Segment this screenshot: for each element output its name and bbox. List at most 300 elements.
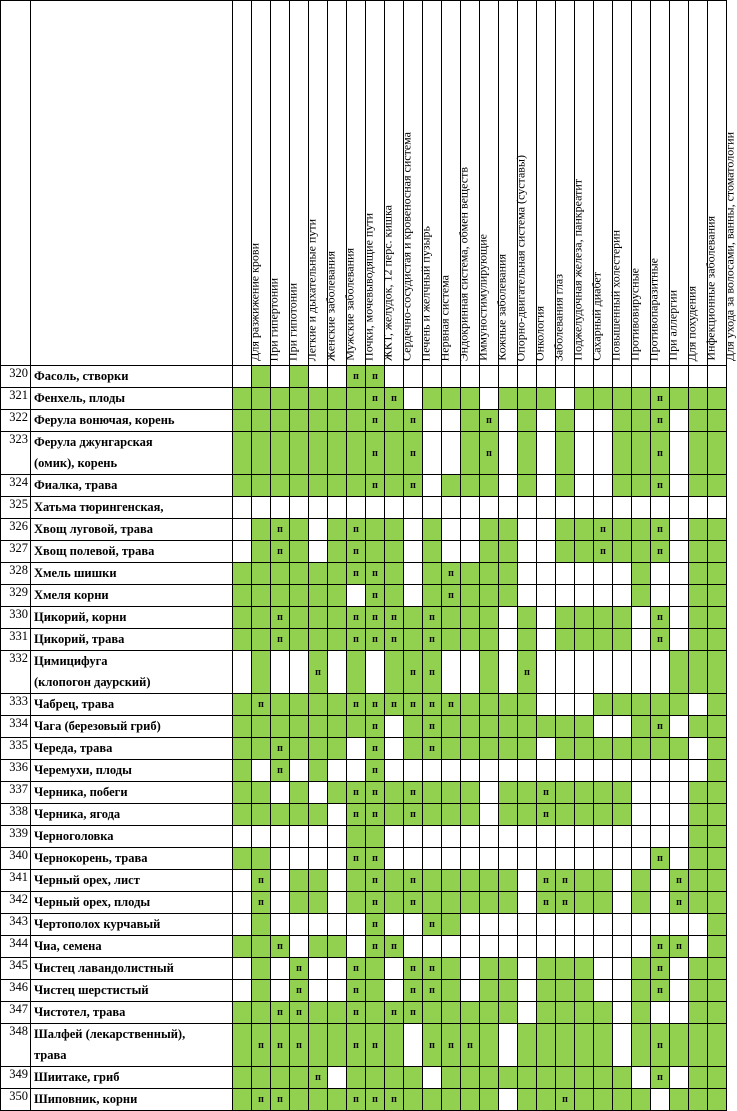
empty-cell xyxy=(480,388,499,410)
herb-name-line: Цимицифуга xyxy=(34,654,108,668)
empty-cell xyxy=(499,410,518,432)
applicable-cell xyxy=(271,694,290,716)
applicable-cell xyxy=(347,716,366,738)
marked-cell: п xyxy=(537,892,556,914)
applicable-cell xyxy=(708,694,727,716)
empty-cell xyxy=(651,804,670,826)
applicable-cell xyxy=(689,410,708,432)
empty-cell xyxy=(328,914,347,936)
herb-name-line: Чернокорень, трава xyxy=(34,851,148,865)
applicable-cell xyxy=(252,1002,271,1024)
applicable-cell xyxy=(385,585,404,607)
applicable-cell xyxy=(442,782,461,804)
applicable-cell xyxy=(252,1067,271,1089)
herb-name-line: Хмеля корни xyxy=(34,588,109,602)
empty-cell xyxy=(252,760,271,782)
empty-cell xyxy=(252,497,271,519)
empty-cell xyxy=(423,432,442,475)
empty-cell xyxy=(347,497,366,519)
marked-cell: п xyxy=(366,738,385,760)
empty-cell xyxy=(632,914,651,936)
table-row xyxy=(1,782,727,804)
applicable-cell xyxy=(252,958,271,980)
applicable-cell xyxy=(632,519,651,541)
empty-cell xyxy=(651,892,670,914)
marked-cell: п xyxy=(252,694,271,716)
empty-cell xyxy=(613,958,632,980)
empty-cell xyxy=(575,936,594,958)
marked-cell: п xyxy=(423,738,442,760)
applicable-cell xyxy=(290,432,309,475)
marked-cell: п xyxy=(271,1089,290,1111)
marked-cell: п xyxy=(271,738,290,760)
empty-cell xyxy=(613,585,632,607)
empty-cell xyxy=(670,519,689,541)
applicable-cell xyxy=(689,1089,708,1111)
empty-cell xyxy=(499,629,518,651)
column-header-label: Кожные заболевания xyxy=(494,254,509,361)
marked-cell: п xyxy=(271,629,290,651)
applicable-cell xyxy=(480,541,499,563)
column-header-label: Почки, мочевыводящие пути xyxy=(361,213,376,361)
empty-cell xyxy=(480,782,499,804)
marked-cell: п xyxy=(385,1002,404,1024)
applicable-cell xyxy=(309,870,328,892)
applicable-cell xyxy=(708,936,727,958)
applicable-cell xyxy=(290,804,309,826)
applicable-cell xyxy=(575,716,594,738)
empty-cell xyxy=(613,848,632,870)
empty-cell xyxy=(670,366,689,388)
applicable-cell xyxy=(423,388,442,410)
empty-cell xyxy=(461,936,480,958)
applicable-cell xyxy=(480,870,499,892)
column-header-label: Сердечно-сосудистая и кровеносная система xyxy=(399,131,414,361)
applicable-cell xyxy=(689,958,708,980)
empty-cell xyxy=(233,541,252,563)
applicable-cell xyxy=(556,980,575,1002)
marked-cell: п xyxy=(423,607,442,629)
marked-cell: п xyxy=(252,1024,271,1067)
column-header xyxy=(594,1,623,366)
applicable-cell xyxy=(347,388,366,410)
applicable-cell xyxy=(328,607,347,629)
table-row xyxy=(1,1067,727,1089)
marked-cell: п xyxy=(366,563,385,585)
applicable-cell xyxy=(442,892,461,914)
marked-cell: п xyxy=(404,1002,423,1024)
marked-cell: п xyxy=(404,694,423,716)
column-header xyxy=(689,1,718,366)
applicable-cell xyxy=(309,694,328,716)
applicable-cell xyxy=(442,1067,461,1089)
applicable-cell xyxy=(499,1002,518,1024)
marked-cell: п xyxy=(366,629,385,651)
marked-cell: п xyxy=(404,782,423,804)
herb-name xyxy=(31,497,233,519)
applicable-cell xyxy=(518,1067,537,1089)
applicable-cell xyxy=(252,563,271,585)
applicable-cell xyxy=(385,541,404,563)
column-header xyxy=(556,1,585,366)
column-header xyxy=(404,1,433,366)
empty-cell xyxy=(499,848,518,870)
applicable-cell xyxy=(328,694,347,716)
applicable-cell xyxy=(385,870,404,892)
marked-cell: п xyxy=(594,541,613,563)
marked-cell: п xyxy=(366,804,385,826)
herb-name-line: Черника, ягода xyxy=(34,807,121,821)
empty-cell xyxy=(575,848,594,870)
applicable-cell xyxy=(708,980,727,1002)
table-row xyxy=(1,1089,727,1111)
marked-cell: п xyxy=(347,694,366,716)
marked-cell: п xyxy=(366,410,385,432)
column-header-label: Эндокринная система, обмен веществ xyxy=(456,166,471,361)
applicable-cell xyxy=(328,563,347,585)
marked-cell: п xyxy=(556,870,575,892)
applicable-cell xyxy=(689,651,708,694)
corner-name-cell xyxy=(31,1,233,366)
applicable-cell xyxy=(613,475,632,497)
column-header-label: Мужские заболевания xyxy=(342,248,357,361)
empty-cell xyxy=(670,958,689,980)
empty-cell xyxy=(632,760,651,782)
applicable-cell xyxy=(575,519,594,541)
empty-cell xyxy=(480,914,499,936)
empty-cell xyxy=(556,914,575,936)
column-header-label: Для разжижение крови xyxy=(247,243,262,361)
table-row xyxy=(1,958,727,980)
applicable-cell xyxy=(290,563,309,585)
applicable-cell xyxy=(366,958,385,980)
empty-cell xyxy=(347,738,366,760)
applicable-cell xyxy=(518,716,537,738)
column-header xyxy=(233,1,262,366)
herb-name xyxy=(31,870,233,892)
empty-cell xyxy=(480,804,499,826)
herb-name xyxy=(31,738,233,760)
applicable-cell xyxy=(556,716,575,738)
herb-name-line: Фиалка, трава xyxy=(34,478,118,492)
applicable-cell xyxy=(594,1067,613,1089)
empty-cell xyxy=(328,497,347,519)
applicable-cell xyxy=(499,563,518,585)
row-number: 344 xyxy=(1,936,31,958)
empty-cell xyxy=(670,826,689,848)
empty-cell xyxy=(461,366,480,388)
herb-name xyxy=(31,848,233,870)
applicable-cell xyxy=(461,629,480,651)
empty-cell xyxy=(385,366,404,388)
applicable-cell xyxy=(499,541,518,563)
applicable-cell xyxy=(632,585,651,607)
applicable-cell xyxy=(347,1067,366,1089)
empty-cell xyxy=(271,366,290,388)
empty-cell xyxy=(233,958,252,980)
marked-cell: п xyxy=(271,519,290,541)
empty-cell xyxy=(309,519,328,541)
empty-cell xyxy=(537,936,556,958)
table-row xyxy=(1,607,727,629)
marked-cell: п xyxy=(271,936,290,958)
empty-cell xyxy=(689,366,708,388)
empty-cell xyxy=(442,760,461,782)
empty-cell xyxy=(271,892,290,914)
applicable-cell xyxy=(252,519,271,541)
column-header xyxy=(651,1,680,366)
applicable-cell xyxy=(252,585,271,607)
empty-cell xyxy=(689,497,708,519)
empty-cell xyxy=(404,497,423,519)
applicable-cell xyxy=(708,475,727,497)
column-header xyxy=(670,1,699,366)
marked-cell: п xyxy=(385,629,404,651)
applicable-cell xyxy=(366,541,385,563)
applicable-cell xyxy=(708,848,727,870)
empty-cell xyxy=(290,914,309,936)
applicable-cell xyxy=(480,958,499,980)
empty-cell xyxy=(537,694,556,716)
column-header xyxy=(518,1,547,366)
empty-cell xyxy=(632,366,651,388)
empty-cell xyxy=(613,936,632,958)
applicable-cell xyxy=(461,782,480,804)
table-row xyxy=(1,651,727,694)
applicable-cell xyxy=(518,738,537,760)
empty-cell xyxy=(328,1067,347,1089)
marked-cell: п xyxy=(366,914,385,936)
empty-cell xyxy=(347,936,366,958)
applicable-cell xyxy=(442,1002,461,1024)
applicable-cell xyxy=(537,958,556,980)
empty-cell xyxy=(271,914,290,936)
table-row xyxy=(1,914,727,936)
herb-name xyxy=(31,826,233,848)
applicable-cell xyxy=(385,519,404,541)
applicable-cell xyxy=(347,651,366,694)
empty-cell xyxy=(480,366,499,388)
applicable-cell xyxy=(442,914,461,936)
applicable-cell xyxy=(575,1024,594,1067)
applicable-cell xyxy=(271,410,290,432)
applicable-cell xyxy=(233,475,252,497)
empty-cell xyxy=(518,497,537,519)
empty-cell xyxy=(670,1067,689,1089)
empty-cell xyxy=(518,541,537,563)
column-header-label: Нервная система xyxy=(437,274,452,361)
empty-cell xyxy=(613,760,632,782)
marked-cell: п xyxy=(366,892,385,914)
applicable-cell xyxy=(689,848,708,870)
column-header-label: Для похудения xyxy=(684,285,699,361)
applicable-cell xyxy=(708,1024,727,1067)
row-number: 346 xyxy=(1,980,31,1002)
applicable-cell xyxy=(461,804,480,826)
applicable-cell xyxy=(651,694,670,716)
marked-cell: п xyxy=(442,563,461,585)
marked-cell: п xyxy=(651,541,670,563)
applicable-cell xyxy=(233,804,252,826)
empty-cell xyxy=(613,870,632,892)
table-row xyxy=(1,366,727,388)
applicable-cell xyxy=(575,1002,594,1024)
empty-cell xyxy=(670,914,689,936)
marked-cell: п xyxy=(309,651,328,694)
row-number: 343 xyxy=(1,914,31,936)
applicable-cell xyxy=(480,585,499,607)
empty-cell xyxy=(480,760,499,782)
applicable-cell xyxy=(499,870,518,892)
applicable-cell xyxy=(233,1089,252,1111)
applicable-cell xyxy=(328,388,347,410)
applicable-cell xyxy=(461,870,480,892)
marked-cell: п xyxy=(651,432,670,475)
applicable-cell xyxy=(461,388,480,410)
empty-cell xyxy=(309,914,328,936)
applicable-cell xyxy=(632,1002,651,1024)
empty-cell xyxy=(651,870,670,892)
table-row xyxy=(1,629,727,651)
empty-cell xyxy=(556,760,575,782)
empty-cell xyxy=(309,782,328,804)
empty-cell xyxy=(423,936,442,958)
empty-cell xyxy=(252,826,271,848)
empty-cell xyxy=(651,651,670,694)
marked-cell: п xyxy=(385,936,404,958)
empty-cell xyxy=(632,629,651,651)
marked-cell: п xyxy=(366,848,385,870)
applicable-cell xyxy=(252,651,271,694)
applicable-cell xyxy=(290,782,309,804)
applicable-cell xyxy=(613,629,632,651)
empty-cell xyxy=(480,936,499,958)
applicable-cell xyxy=(480,607,499,629)
applicable-cell xyxy=(575,738,594,760)
empty-cell xyxy=(613,892,632,914)
table-row xyxy=(1,716,727,738)
applicable-cell xyxy=(461,738,480,760)
herb-name xyxy=(31,980,233,1002)
marked-cell: п xyxy=(423,651,442,694)
empty-cell xyxy=(328,804,347,826)
empty-cell xyxy=(651,585,670,607)
marked-cell: п xyxy=(423,1024,442,1067)
applicable-cell xyxy=(556,629,575,651)
applicable-cell xyxy=(613,782,632,804)
empty-cell xyxy=(670,563,689,585)
applicable-cell xyxy=(708,651,727,694)
marked-cell: п xyxy=(347,804,366,826)
marked-cell: п xyxy=(651,388,670,410)
row-number: 331 xyxy=(1,629,31,651)
empty-cell xyxy=(366,497,385,519)
applicable-cell xyxy=(556,804,575,826)
table-row xyxy=(1,541,727,563)
empty-cell xyxy=(689,694,708,716)
applicable-cell xyxy=(480,892,499,914)
empty-cell xyxy=(651,366,670,388)
empty-cell xyxy=(708,366,727,388)
applicable-cell xyxy=(689,563,708,585)
herb-name xyxy=(31,1002,233,1024)
applicable-cell xyxy=(328,1024,347,1067)
empty-cell xyxy=(613,366,632,388)
empty-cell xyxy=(309,980,328,1002)
applicable-cell xyxy=(518,782,537,804)
row-number: 349 xyxy=(1,1067,31,1089)
empty-cell xyxy=(404,914,423,936)
applicable-cell xyxy=(708,1002,727,1024)
column-header xyxy=(442,1,471,366)
empty-cell xyxy=(594,585,613,607)
applicable-cell xyxy=(594,1002,613,1024)
marked-cell: п xyxy=(366,1089,385,1111)
empty-cell xyxy=(442,848,461,870)
applicable-cell xyxy=(309,892,328,914)
empty-cell xyxy=(518,1002,537,1024)
empty-cell xyxy=(594,980,613,1002)
empty-cell xyxy=(309,958,328,980)
applicable-cell xyxy=(385,782,404,804)
marked-cell: п xyxy=(347,1002,366,1024)
empty-cell xyxy=(404,1024,423,1067)
empty-cell xyxy=(556,694,575,716)
applicable-cell xyxy=(252,366,271,388)
empty-cell xyxy=(385,497,404,519)
marked-cell: п xyxy=(480,410,499,432)
marked-cell: п xyxy=(290,1002,309,1024)
applicable-cell xyxy=(518,432,537,475)
applicable-cell xyxy=(632,694,651,716)
marked-cell: п xyxy=(651,1067,670,1089)
empty-cell xyxy=(670,782,689,804)
marked-cell: п xyxy=(271,607,290,629)
empty-cell xyxy=(233,497,252,519)
column-header xyxy=(537,1,566,366)
applicable-cell xyxy=(423,804,442,826)
applicable-cell xyxy=(632,870,651,892)
applicable-cell xyxy=(632,541,651,563)
empty-cell xyxy=(518,980,537,1002)
empty-cell xyxy=(537,651,556,694)
marked-cell: п xyxy=(423,716,442,738)
herb-name xyxy=(31,607,233,629)
applicable-cell xyxy=(309,563,328,585)
applicable-cell xyxy=(689,826,708,848)
empty-cell xyxy=(689,914,708,936)
empty-cell xyxy=(670,410,689,432)
applicable-cell xyxy=(385,432,404,475)
empty-cell xyxy=(575,760,594,782)
marked-cell: п xyxy=(366,366,385,388)
empty-cell xyxy=(271,826,290,848)
applicable-cell xyxy=(708,716,727,738)
marked-cell: п xyxy=(404,475,423,497)
applicable-cell xyxy=(423,1002,442,1024)
empty-cell xyxy=(461,980,480,1002)
applicable-cell xyxy=(537,716,556,738)
row-number: 347 xyxy=(1,1002,31,1024)
marked-cell: п xyxy=(651,716,670,738)
table-row xyxy=(1,760,727,782)
column-header-label: Иммуностимулирующие xyxy=(475,234,490,361)
empty-cell xyxy=(385,914,404,936)
table-row xyxy=(1,892,727,914)
marked-cell: п xyxy=(366,432,385,475)
herb-name-line: Чистотел, трава xyxy=(34,1005,126,1019)
empty-cell xyxy=(613,1002,632,1024)
